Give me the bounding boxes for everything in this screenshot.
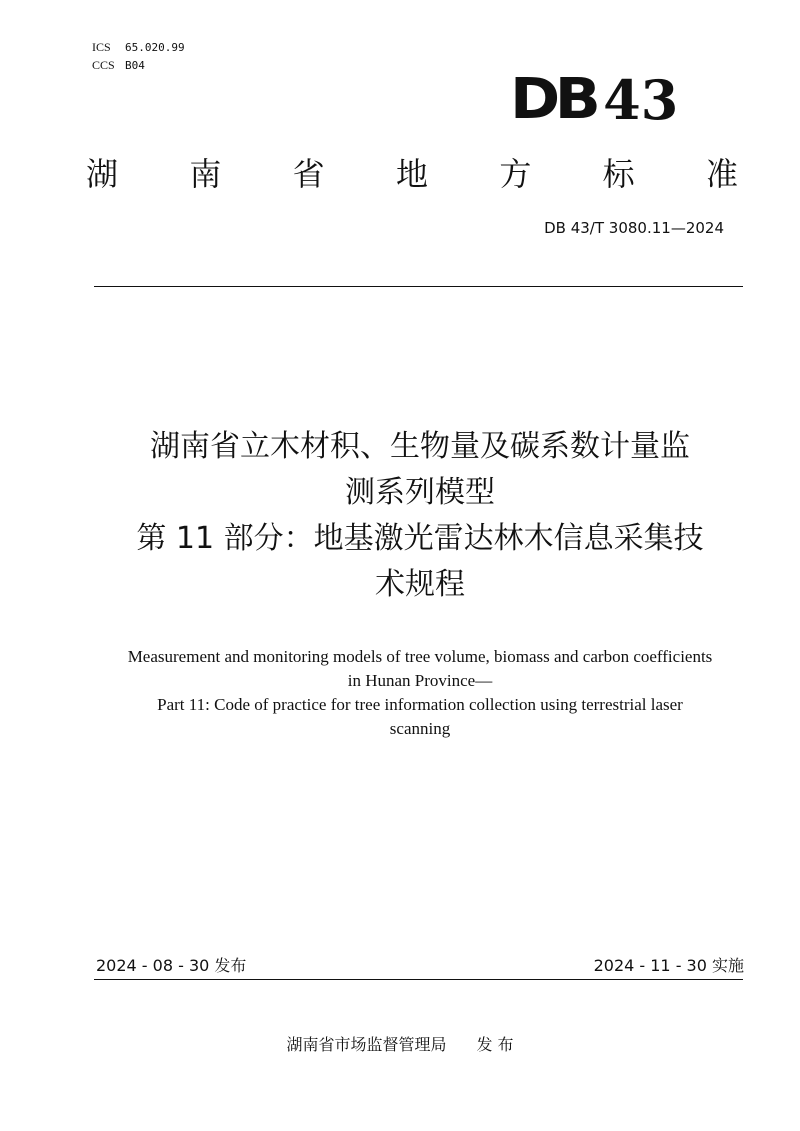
top-divider — [94, 286, 743, 287]
db-logo-letters: DB — [510, 67, 596, 132]
title-english — [80, 645, 760, 741]
title-en-line: in Hunan Province— — [347, 671, 493, 690]
ics-value: 65.020.99 — [125, 41, 185, 54]
title-cn-line: 术规程 — [375, 567, 465, 602]
standard-type-char: 准 — [705, 155, 738, 193]
standard-number: DB 43/T 3080.11—2024 — [544, 219, 724, 237]
standard-type-char: 南 — [189, 155, 222, 193]
standard-type-char: 湖 — [86, 155, 119, 193]
title-cn-line: 测系列模型 — [345, 475, 495, 510]
bottom-divider — [94, 979, 743, 980]
title-en-line: Part 11: Code of practice for tree information collection using terrestrial laser — [157, 695, 683, 714]
ccs-label: CCS — [92, 58, 115, 72]
title-cn-line: 湖南省立木材积、生物量及碳系数计量监 — [150, 429, 690, 464]
standard-type-char: 地 — [395, 155, 428, 193]
issuer-name: 湖南省市场监督管理局 — [286, 1035, 447, 1054]
title-cn-line: 第 11 部分：地基激光雷达林木信息采集技 — [136, 521, 704, 556]
implement-date: 2024 - 11 - 30 实施 — [593, 956, 744, 975]
db43-logo — [510, 67, 692, 132]
title-en-line: Measurement and monitoring models of tree volume, biomass and carbon coefficients — [127, 647, 713, 666]
standard-type — [86, 152, 738, 196]
ics-code — [92, 40, 185, 55]
standard-type-char: 方 — [499, 155, 532, 193]
issuer-action: 发 布 — [476, 1035, 514, 1054]
issuer-line — [0, 1034, 800, 1056]
title-en-line: scanning — [389, 719, 451, 738]
db-logo-number: 43 — [603, 68, 679, 132]
ccs-code — [92, 58, 145, 73]
ics-label: ICS — [92, 40, 111, 54]
standard-type-char: 省 — [292, 155, 325, 193]
standard-type-char: 标 — [602, 155, 635, 193]
release-date: 2024 - 08 - 30 发布 — [96, 956, 247, 975]
ccs-value: B04 — [125, 59, 145, 72]
title-chinese — [90, 424, 750, 608]
